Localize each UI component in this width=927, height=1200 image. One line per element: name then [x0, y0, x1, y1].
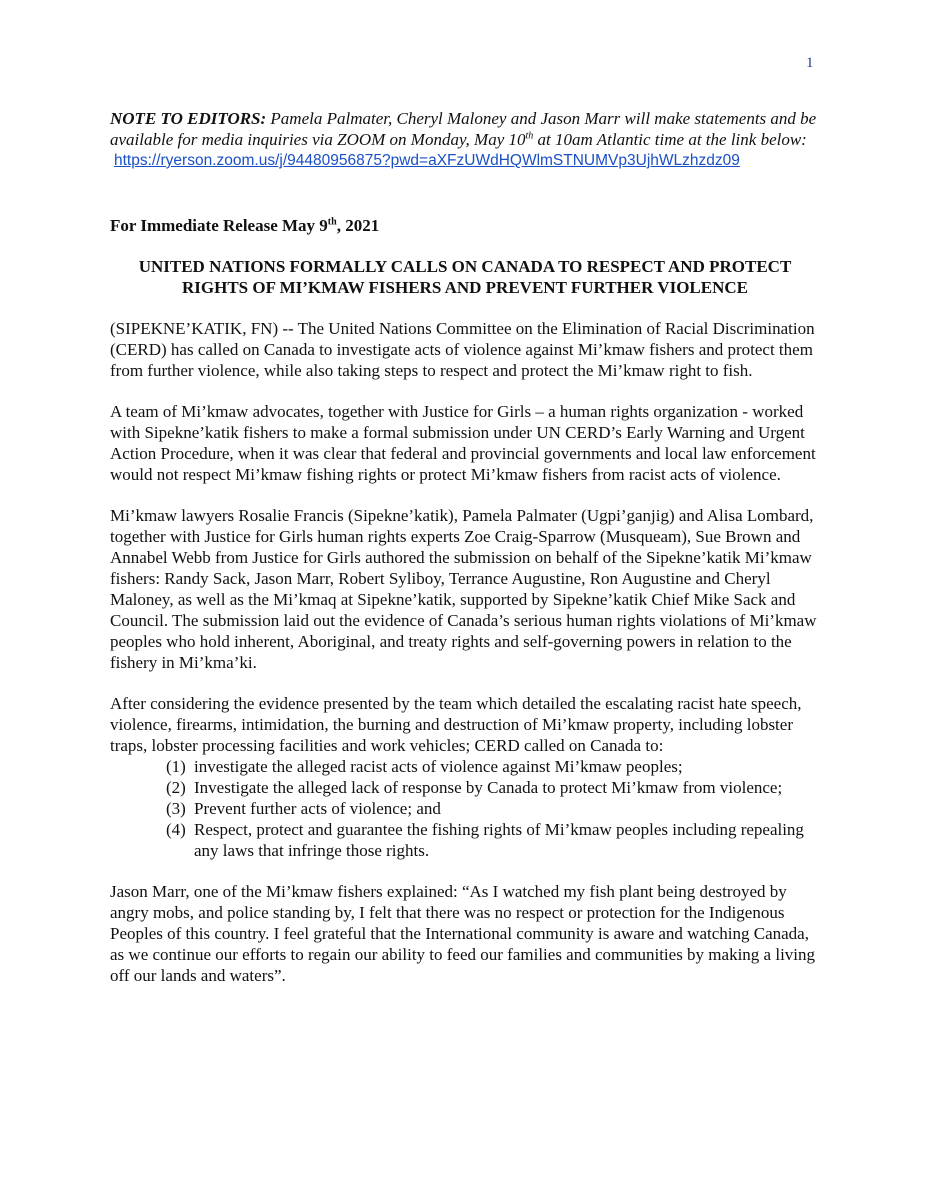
list-item-number: (1) — [166, 757, 186, 776]
editors-note-text: Pamela Palmater, Cheryl Maloney and Jason Marr will make statements and be available for media inquiries via ZOOM on Monday, May 10 — [110, 109, 817, 149]
cerd-demands-list — [110, 756, 820, 861]
release-sup: th — [327, 216, 337, 228]
release-date — [110, 215, 820, 236]
list-item-number: (2) — [166, 778, 186, 797]
list-item-number: (4) — [166, 820, 186, 839]
editors-note-text-end: at 10am Atlantic time at the link below: — [533, 130, 807, 149]
list-item — [110, 756, 820, 777]
paragraph-intro: (SIPEKNE’KATIK, FN) -- The United Nations Committee on the Elimination of Racial Discrimination (CERD) has called on Canada to investigate acts of violence against Mi’kmaw fishers and protect them from further violence, while also taking steps to respect and protect the Mi’kmaw right to fish. — [110, 319, 815, 380]
headline — [110, 256, 820, 298]
paragraph-quote: Jason Marr, one of the Mi’kmaw fishers explained: “As I watched my fish plant being destroyed by angry mobs, and police standing by, I felt that there was no respect or protection for the Indigenous Peoples of this country. I feel grateful that the International community is aware and watching Canada, as we continue our efforts to regain our ability to feed our families and communities by making a living off our lands and waters”. — [110, 882, 816, 985]
list-item-text: Respect, protect and guarantee the fishing rights of Mi’kmaw peoples including repealing any laws that infringe those rights. — [194, 820, 804, 860]
list-item — [110, 819, 820, 861]
paragraph-team: A team of Mi’kmaw advocates, together with Justice for Girls – a human rights organization - worked with Sipekne’katik fishers to make a formal submission under UN CERD’s Early Warning and Urgent Action Procedure, when it was clear that federal and provincial governments and local law enforcement would not respect Mi’kmaw fishing rights or protect Mi’kmaw fishers from racist acts of violence. — [110, 402, 816, 484]
list-item-text: Prevent further acts of violence; and — [194, 799, 441, 818]
list-item-text: Investigate the alleged lack of response by Canada to protect Mi’kmaw from violence; — [194, 778, 783, 797]
editors-note-sup: th — [525, 130, 534, 142]
document-body — [110, 108, 820, 986]
paragraph-cerd-call: After considering the evidence presented by the team which detailed the escalating racist hate speech, violence, firearms, intimidation, the burning and destruction of Mi’kmaw property, including lobster traps, lobster processing facilities and work vehicles; CERD called on Canada to: — [110, 694, 802, 755]
list-item-number: (3) — [166, 799, 186, 818]
list-item — [110, 798, 820, 819]
headline-line-1: UNITED NATIONS FORMALLY CALLS ON CANADA TO RESPECT AND PROTECT — [138, 257, 792, 276]
editors-note-label: NOTE TO EDITORS: — [110, 109, 267, 128]
release-text: For Immediate Release May 9 — [110, 216, 328, 235]
paragraph-authors: Mi’kmaw lawyers Rosalie Francis (Sipekne’katik), Pamela Palmater (Ugpi’ganjig) and Alisa Lombard, together with Justice for Girls human rights experts Zoe Craig-Sparrow (Musqueam), Sue Brown and Annabel Webb from Justice for Girls authored the submission on behalf of the Sipekne’katik Mi’kmaw fishers: Randy Sack, Jason Marr, Robert Syliboy, Terrance Augustine, Ron Augustine and Cheryl Maloney, as well as the Mi’kmaq at Sipekne’katik, supported by Sipekne’katik Chief Mike Sack and Council. The submission laid out the evidence of Canada’s serious human rights violations of Mi’kmaw peoples who hold inherent, Aboriginal, and treaty rights and self-governing powers in relation to the fishery in Mi’kma’ki. — [110, 506, 817, 672]
list-item-text: investigate the alleged racist acts of violence against Mi’kmaw peoples; — [194, 757, 683, 776]
zoom-link[interactable]: https://ryerson.zoom.us/j/94480956875?pwd=aXFzUWdHQWlmSTNUMVp3UjhWLzhzdz09 — [114, 152, 740, 169]
headline-line-2: RIGHTS OF MI’KMAW FISHERS AND PREVENT FURTHER VIOLENCE — [182, 278, 748, 297]
editors-note — [110, 108, 820, 150]
list-item — [110, 777, 820, 798]
release-year: , 2021 — [336, 216, 380, 235]
page-number: 1 — [806, 55, 814, 71]
